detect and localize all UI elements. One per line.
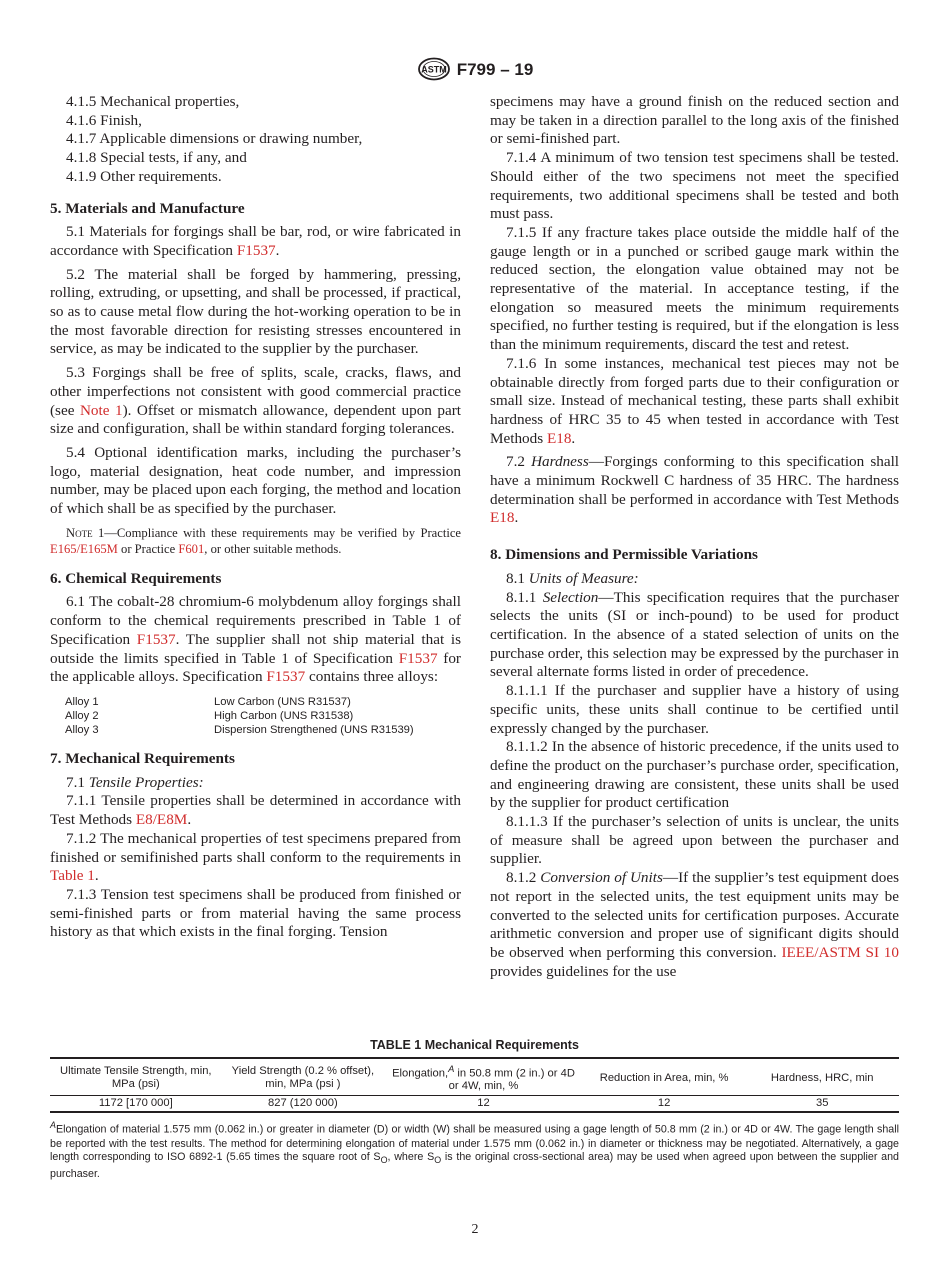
alloy-row: Alloy 3 Dispersion Strengthened (UNS R31539) [65, 723, 414, 736]
ref-link-f601[interactable]: F601 [178, 541, 205, 556]
table-row [50, 1095, 899, 1112]
ref-link-e18[interactable]: E18 [490, 509, 515, 527]
paragraph-7-1-3-cont: specimens may have a ground finish on the reduced section and may be taken in a direction parallel to the long axis of the finished or semi-finished part. [490, 93, 899, 148]
svg-text:ASTM: ASTM [420, 64, 447, 75]
table-cell: 12 [657, 1096, 671, 1109]
section-8-heading: 8. Dimensions and Permissible Variations [490, 546, 758, 564]
table-footnote: $^A$Elongation of material 1.575 mm (0.062 in.) or greater in diameter (D) or width (W) shall be measured using a gage length of 50.8 mm (2 in.) or 4D or 4W. The gage length shall be reported with the test results. The method for determining elongation of material under 1.575 mm (0.062 in.) in diameter or thickness may be negotiated. Alternatively, a gage length corresponding to ISO 6892-1 (5.65 times the square root of $S_O$, where $S_O$ is the original cross-sectional area) may be used when agreed upon between the supplier and purchaser. [50, 1120, 899, 1181]
column-header: Reduction in Area, min, % [599, 1071, 729, 1084]
paragraph-8-1-2: 8.1.2 Conversion of Units—If the supplier’s test equipment does not report in the selected units, the test equipment units may be converted to the selected units for certification purposes. Accurate arithmetic conversion and proper use of significant digits should be observed when performing this conversion. IEEE/ASTM SI 10 provides guidelines for the use [490, 869, 899, 980]
astm-logo-icon [417, 57, 451, 81]
list-item: 4.1.6 Finish, [66, 111, 142, 129]
column-header: Ultimate Tensile Strength, min, MPa (psi) [60, 1065, 212, 1090]
paragraph-7-1-2: 7.1.2 The mechanical properties of test specimens prepared from finished or semifinished parts shall conform to the requirements in Table 1. [50, 829, 461, 885]
paragraph-7-1-3: 7.1.3 Tension test specimens shall be produced from finished or semi-finished parts or from material having the same process history as that which exists in the final forging. Tension [50, 885, 461, 941]
right-column [490, 93, 899, 981]
alloy-row: Alloy 1 Low Carbon (UNS R31537) [65, 695, 351, 708]
paragraph-5-4: 5.4 Optional identification marks, including the purchaser’s logo, material designation, heat code number, and impression number, may be placed upon each forging, the method and location of which shall be as specified by the purchaser. [50, 443, 461, 518]
paragraph-8-1: 8.1 Units of Measure: [506, 569, 639, 587]
ref-link-e165[interactable]: E165/E165M [50, 541, 118, 556]
ref-link-f1537[interactable]: F1537 [398, 649, 438, 667]
column-header: Elongation,$^A$ in 50.8 mm (2 in.) or 4D or 4W, min, % [392, 1064, 575, 1093]
paragraph-6-1: 6.1 The cobalt-28 chromium-6 molybdenum alloy forgings shall conform to the chemical requirements prescribed in Table 1 of Specification F1537. The supplier shall not ship material that is outside the limits specified in Table 1 of Specification F1537 for the applicable alloys. Specification F1537 contains three alloys: [50, 593, 461, 686]
table-title: TABLE 1 Mechanical Requirements [370, 1038, 579, 1052]
table-header-row [50, 1058, 899, 1095]
ref-link-f1537[interactable]: F1537 [236, 241, 276, 259]
ref-link-table-1[interactable]: Table 1 [50, 867, 95, 885]
section-5-heading: 5. Materials and Manufacture [50, 199, 245, 217]
list-item: 4.1.8 Special tests, if any, and [66, 149, 247, 167]
list-item: 4.1.9 Other requirements. [66, 167, 222, 185]
paragraph-8-1-1-1: 8.1.1.1 If the purchaser and supplier have a history of using specific units, these units shall continue to be certified until expressly changed by the purchaser. [490, 682, 899, 737]
mechanical-requirements-table [50, 1057, 899, 1113]
paragraph-8-1-1: 8.1.1 Selection—This specification requires that the purchaser selects the units (SI or inch-pound) to be used for product certification. In the absence of a stated selection of units on the purchase order, this selection may be expressed by the purchaser in several alternate forms listed in order of precedence. [490, 588, 900, 681]
table-cell: 12 [477, 1096, 490, 1109]
column-header: Hardness, HRC, min [770, 1071, 874, 1084]
paragraph-5-1: 5.1 Materials for forgings shall be bar, rod, or wire fabricated in accordance with Specification F1537. [50, 223, 461, 259]
paragraph-7-1-4: 7.1.4 A minimum of two tension test specimens shall be tested. Should either of the two specimens not meet the specified requirements, two additional specimens shall be tested and both must pass. [490, 149, 899, 223]
paragraph-5-3: 5.3 Forgings shall be free of splits, scale, cracks, flaws, and other imperfections not consistent with good commercial practice (see Note 1). Offset or mismatch allowance, dependent upon part size and configuration, shall be within standard forging tolerances. [50, 364, 461, 438]
list-item: 4.1.5 Mechanical properties, [66, 93, 240, 110]
table-1 [50, 1038, 899, 1182]
ref-link-note-1[interactable]: Note 1 [79, 401, 123, 419]
page-header [0, 57, 950, 81]
ref-link-f1537[interactable]: F1537 [136, 630, 176, 648]
paragraph-7-1: 7.1 Tensile Properties: [66, 773, 204, 791]
list-item: 4.1.7 Applicable dimensions or drawing number, [66, 130, 363, 148]
table-cell: 1172 [170 000] [98, 1096, 173, 1109]
table-cell: 827 (120 000) [268, 1096, 338, 1109]
alloy-row: Alloy 2 High Carbon (UNS R31538) [65, 709, 354, 722]
ref-link-si10[interactable]: IEEE/ASTM SI 10 [781, 943, 899, 961]
page-number: 2 [471, 1222, 479, 1237]
paragraph-7-1-1: 7.1.1 Tensile properties shall be determined in accordance with Test Methods E8/E8M. [50, 792, 461, 829]
section-7-heading: 7. Mechanical Requirements [50, 749, 235, 767]
note-1: Note 1—Compliance with these requirements may be verified by Practice E165/E165M or Practice F601, or other suitable methods. [50, 525, 461, 556]
ref-link-f1537[interactable]: F1537 [266, 668, 306, 686]
ref-link-e18[interactable]: E18 [546, 429, 572, 447]
column-header: Yield Strength (0.2 % offset), min, MPa (psi ) [231, 1065, 375, 1090]
left-column [50, 93, 461, 942]
paragraph-5-2: 5.2 The material shall be forged by hammering, pressing, rolling, extruding, or upsetting, and shall be processed, if practical, so as to cause metal flow during the hot-working operation to be in the most favorable direction for resisting stresses encountered in service, as may be indicated to the supplier by the purchaser. [50, 265, 461, 358]
alloy-list [65, 695, 461, 737]
section-6-heading: 6. Chemical Requirements [50, 569, 222, 587]
table-cell: 35 [815, 1096, 829, 1109]
ref-link-e8[interactable]: E8/E8M [135, 811, 188, 829]
paragraph-8-1-1-3: 8.1.1.3 If the purchaser’s selection of units is unclear, the units of measure shall be agreed upon between the purchaser and supplier. [490, 813, 899, 868]
designation: F799 – 19 [456, 60, 534, 79]
paragraph-7-1-5: 7.1.5 If any fracture takes place outside the middle half of the gauge length or in a punched or scribed gauge mark within the reduced section, the elongation value obtained may not be representative of the material. In acceptance testing, if the elongation so measured meets the minimum requirements specified, no further testing is required, but if the elongation is less than the minimum requirements, discard the test and retest. [490, 223, 899, 354]
paragraph-8-1-1-2: 8.1.1.2 In the absence of historic precedence, if the units used to define the product on the purchaser’s purchase order, specification, and engineering drawing are consistent, these units shall be used by the supplier for product certification [490, 738, 899, 812]
paragraph-7-1-6: 7.1.6 In some instances, mechanical test pieces may not be obtainable directly from forged parts due to their configuration or small size. Instead of mechanical testing, these parts shall exhibit hardness of HRC 35 to 45 when tested in accordance with Test Methods E18. [490, 354, 899, 447]
paragraph-7-2: 7.2 Hardness—Forgings conforming to this specification shall have a minimum Rockwell C hardness of 35 HRC. The hardness determination shall be performed in accordance with Test Methods E18. [490, 453, 900, 527]
